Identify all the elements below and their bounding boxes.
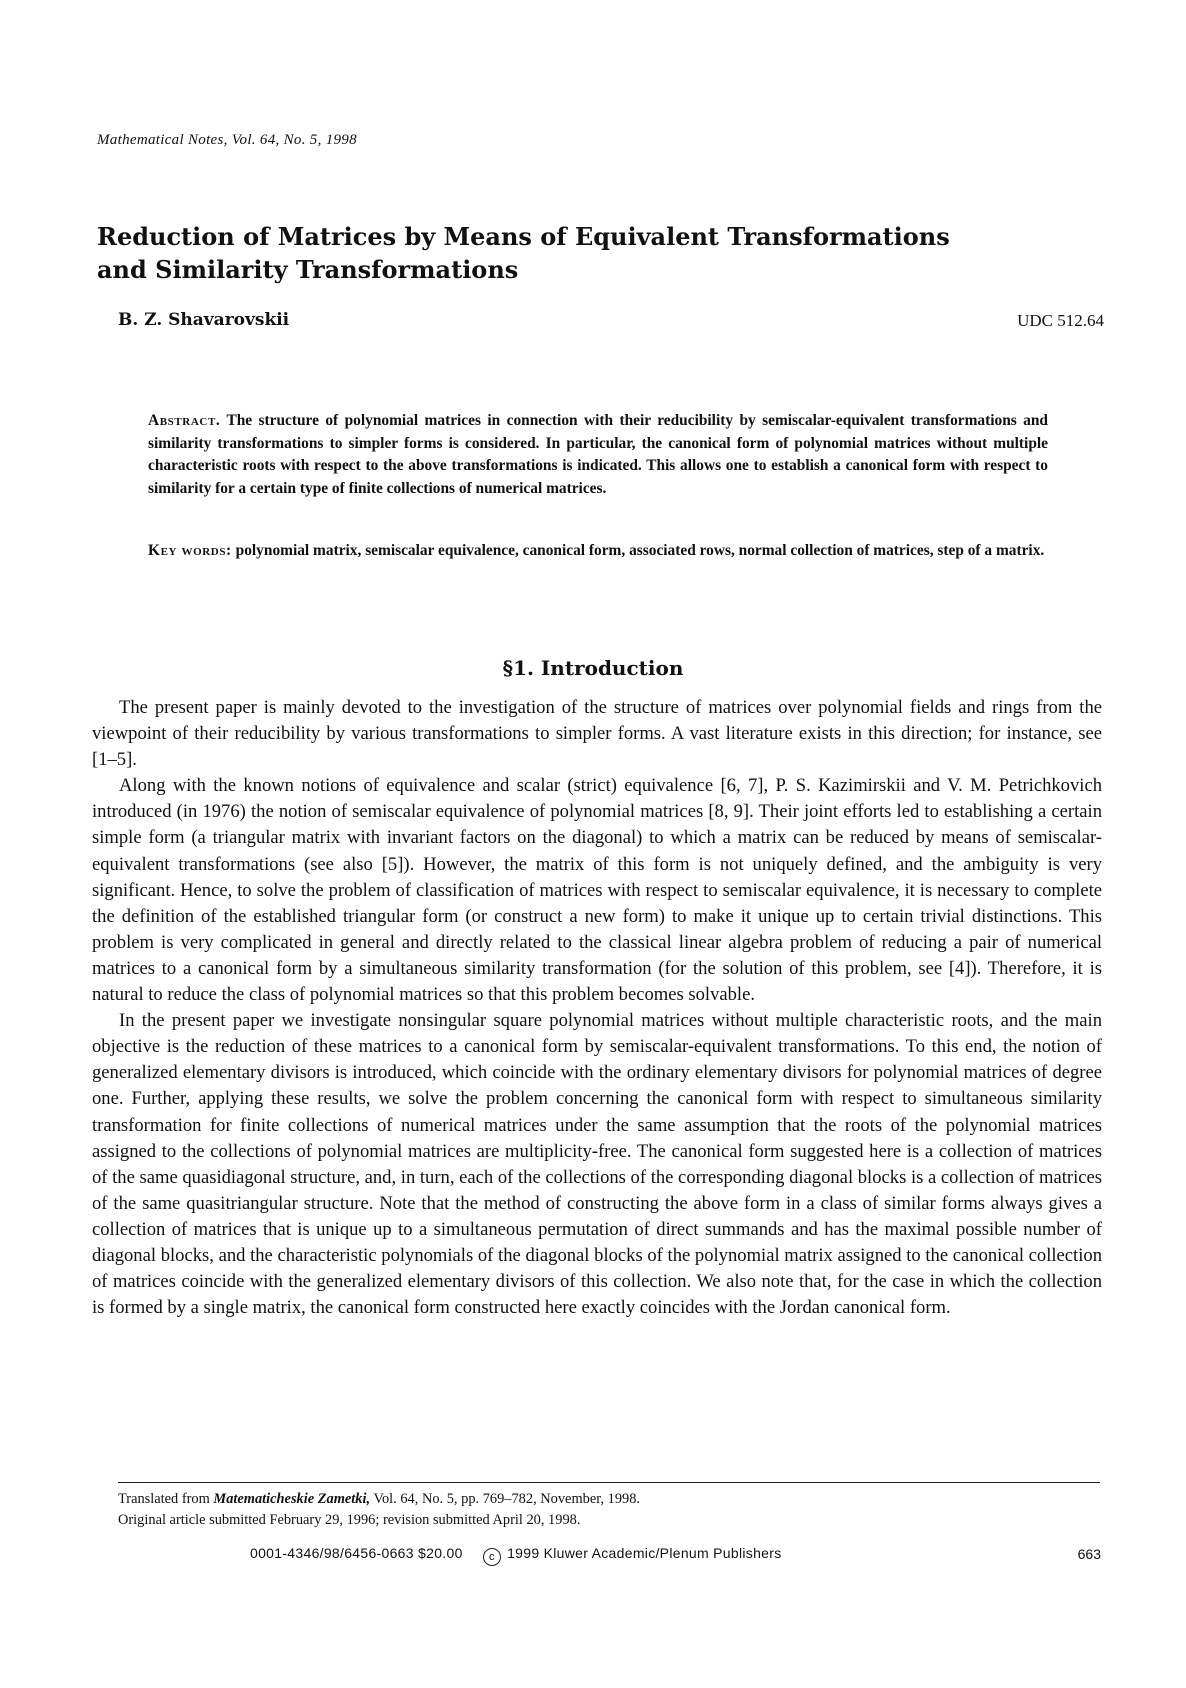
paper-title xyxy=(97,220,997,286)
keywords xyxy=(148,540,1048,563)
footnote-divider xyxy=(118,1482,1100,1483)
journal-citation: Mathematical Notes, Vol. 64, No. 5, 1998 xyxy=(97,132,357,148)
copyright-icon: c xyxy=(483,1548,501,1566)
footnote-prefix: Translated from xyxy=(118,1491,210,1507)
page-number: 663 xyxy=(1077,1546,1101,1562)
copyright-text: 1999 Kluwer Academic/Plenum Publishers xyxy=(507,1545,782,1561)
publication-info xyxy=(250,1545,782,1566)
title-line-1: Reduction of Matrices by Means of Equivalent Transformations xyxy=(97,222,950,251)
paragraph: Along with the known notions of equivalence and scalar (strict) equivalence [6, 7], P. S. Kazimirskii and V. M. Petrichkovich introduced (in 1976) the notion of semiscalar equivalence of polynomial matrices [8, 9]. Their joint efforts led to establishing a certain simple form (a triangular matrix with invariant factors on the diagonal) to which a matrix can be reduced by means of semiscalar-equivalent transformations (see also [5]). However, the matrix of this form is not uniquely defined, and the ambiguity is very significant. Hence, to solve the problem of classification of matrices with respect to semiscalar equivalence, it is necessary to complete the definition of the established triangular form (or construct a new form) to make it unique up to certain trivial distinctions. This problem is very complicated in general and directly related to the classical linear algebra problem of reducing a pair of numerical matrices to a canonical form by a simultaneous similarity transformation (for the solution of this problem, see [4]). Therefore, it is natural to reduce the class of polynomial matrices so that this problem becomes solvable. xyxy=(92,775,1102,1006)
abstract xyxy=(148,410,1048,500)
issn-price: 0001-4346/98/6456-0663 $20.00 xyxy=(250,1545,463,1561)
udc-code: UDC 512.64 xyxy=(1017,311,1104,330)
keywords-text: polynomial matrix, semiscalar equivalence, canonical form, associated rows, normal collection of matrices, step of a matrix. xyxy=(235,542,1045,559)
footnote-submission: Original article submitted February 29, 1996; revision submitted April 20, 1998. xyxy=(118,1512,581,1528)
author-name: B. Z. Shavarovskii xyxy=(118,310,290,330)
paragraph: In the present paper we investigate nonsingular square polynomial matrices without multiple characteristic roots, and the main objective is the reduction of these matrices to a canonical form by semiscalar-equivalent transformations. To this end, the notion of generalized elementary divisors is introduced, which coincide with the ordinary elementary divisors for polynomial matrices of degree one. Further, applying these results, we solve the problem concerning the canonical form with respect to simultaneous similarity transformation for finite collections of numerical matrices under the same assumption that the roots of the polynomial matrices assigned to the collections of polynomial matrices are multiplicity-free. The canonical form suggested here is a collection of matrices of the same quasidiagonal structure, and, in turn, each of the collections of the corresponding diagonal blocks is a collection of matrices of the same quasitriangular structure. Note that the method of constructing the above form in a class of similar forms always gives a collection of matrices that is unique up to a simultaneous permutation of direct summands and has the maximal possible number of diagonal blocks, and the characteristic polynomials of the diagonal blocks of the polynomial matrix assigned to the canonical collection of matrices coincide with the generalized elementary divisors of this collection. We also note that, for the case in which the collection is formed by a single matrix, the canonical form constructed here exactly coincides with the Jordan canonical form. xyxy=(92,1010,1102,1319)
abstract-text: The structure of polynomial matrices in connection with their reducibility by semiscalar-equivalent transformations and similarity transformations to simpler forms is considered. In particular, the canonical form of polynomial matrices without multiple characteristic roots with respect to the above transformations is indicated. This allows one to establish a canonical form with respect to similarity for a certain type of finite collections of numerical matrices. xyxy=(148,412,1048,497)
footnote-translation xyxy=(118,1489,1098,1509)
section-heading: §1. Introduction xyxy=(502,656,684,680)
title-line-2: and Similarity Transformations xyxy=(97,255,519,284)
footnote-journal: Matematicheskie Zametki, xyxy=(213,1491,371,1507)
keywords-label: Key words: xyxy=(148,542,232,559)
paragraph: The present paper is mainly devoted to the investigation of the structure of matrices over polynomial fields and rings from the viewpoint of their reducibility by various transformations to simpler forms. A vast literature exists in this direction; for instance, see [1–5]. xyxy=(92,697,1102,771)
footnote-suffix: Vol. 64, No. 5, pp. 769–782, November, 1998. xyxy=(373,1491,641,1507)
section-body xyxy=(92,695,1102,1321)
abstract-label: Abstract. xyxy=(148,412,221,429)
